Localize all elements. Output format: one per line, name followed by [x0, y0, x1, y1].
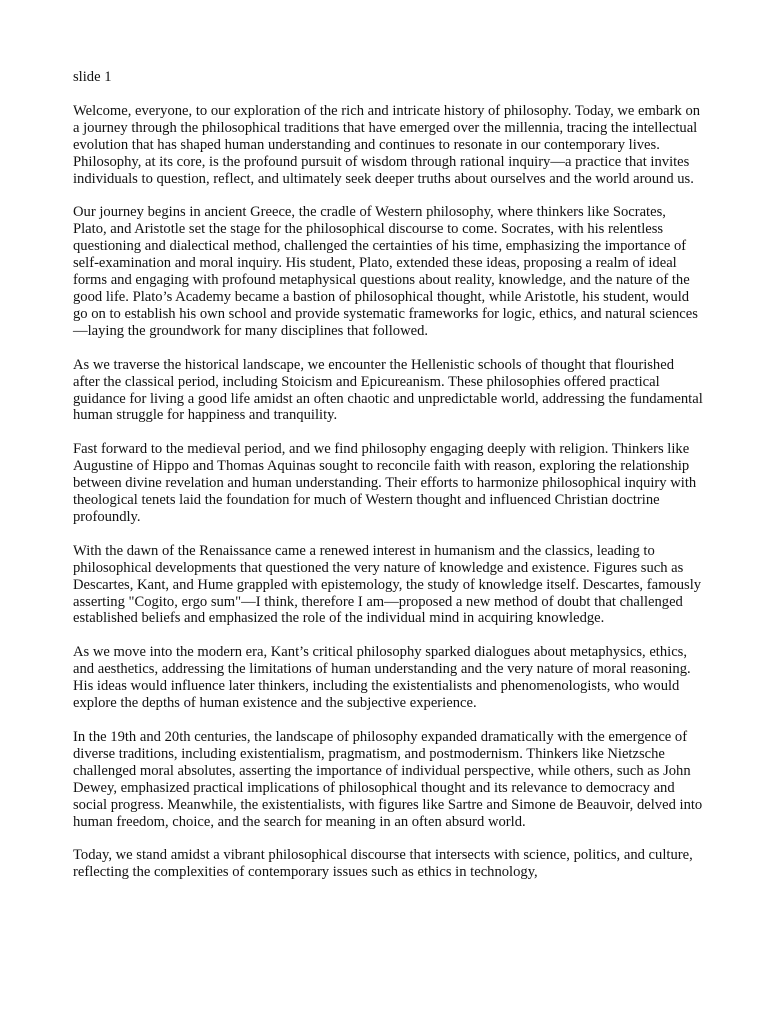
slide-label: slide 1 — [73, 69, 112, 85]
paragraph-medieval: Fast forward to the medieval period, and we find philosophy engaging deeply with religion. Thinkers like Augustine of Hippo and Thomas Aquinas sought to reconcile faith with reason, exploring the relationship between divine revelation and human understanding. Their efforts to harmonize philosophical inquiry with theological tenets laid the foundation for much of Western thought and influenced Christian doctrine profoundly. — [73, 441, 697, 525]
paragraph-today: Today, we stand amidst a vibrant philosophical discourse that intersects with science, politics, and culture, reflecting the complexities of contemporary issues such as ethics in technology, — [73, 847, 693, 881]
paragraph-ancient-greece: Our journey begins in ancient Greece, the cradle of Western philosophy, where thinkers like Socrates, Plato, and Aristotle set the stage for the philosophical discourse to come. Socrates, with his relentless questioning and dialectical method, challenged the certainties of his time, emphasizing the importance of self-examination and moral inquiry. His student, Plato, extended these ideas, proposing a realm of ideal forms and engaging with profound metaphysical questions about reality, knowledge, and the nature of the good life. Plato’s Academy became a bastion of philosophical thought, while Aristotle, his student, would go on to establish his own school and provide systematic frameworks for logic, ethics, and natural sciences—laying the groundwork for many disciplines that followed. — [73, 204, 698, 339]
paragraph-intro: Welcome, everyone, to our exploration of the rich and intricate history of philosophy. Today, we embark on a journey through the philosophical traditions that have emerged over the millennia, tracing the intellectual evolution that has shaped human understanding and continues to resonate in our contemporary lives. Philosophy, at its core, is the profound pursuit of wisdom through rational inquiry—a practice that invites individuals to question, reflect, and ultimately seek deeper truths about ourselves and the world around us. — [73, 102, 701, 187]
paragraph-modern-era: As we move into the modern era, Kant’s critical philosophy sparked dialogues about metaphysics, ethics, and aesthetics, addressing the limitations of human understanding and the very nature of moral reasoning. His ideas would influence later thinkers, including the existentialists and phenomenologists, who would explore the depths of human existence and the subjective experience. — [73, 644, 691, 712]
paragraph-hellenistic: As we traverse the historical landscape, we encounter the Hellenistic schools of thought that flourished after the classical period, including Stoicism and Epicureanism. These philosophies offered practical guidance for living a good life amidst an often chaotic and unpredictable world, addressing the fundamental human struggle for happiness and tranquility. — [73, 356, 703, 424]
document-page — [73, 69, 703, 898]
paragraph-19th-20th-centuries: In the 19th and 20th centuries, the landscape of philosophy expanded dramatically with the emergence of diverse traditions, including existentialism, pragmatism, and postmodernism. Thinkers like Nietzsche challenged moral absolutes, asserting the importance of individual perspective, while others, such as John Dewey, emphasized practical implications of philosophical thought and its relevance to democracy and social progress. Meanwhile, the existentialists, with figures like Sartre and Simone de Beauvoir, delved into human freedom, choice, and the search for meaning in an often absurd world. — [73, 729, 703, 830]
paragraph-renaissance: With the dawn of the Renaissance came a renewed interest in humanism and the classics, leading to philosophical developments that questioned the very nature of knowledge and existence. Figures such as Descartes, Kant, and Hume grappled with epistemology, the study of knowledge itself. Descartes, famously asserting "Cogito, ergo sum"—I think, therefore I am—proposed a new method of doubt that challenged established beliefs and emphasized the role of the individual mind in acquiring knowledge. — [73, 542, 702, 627]
